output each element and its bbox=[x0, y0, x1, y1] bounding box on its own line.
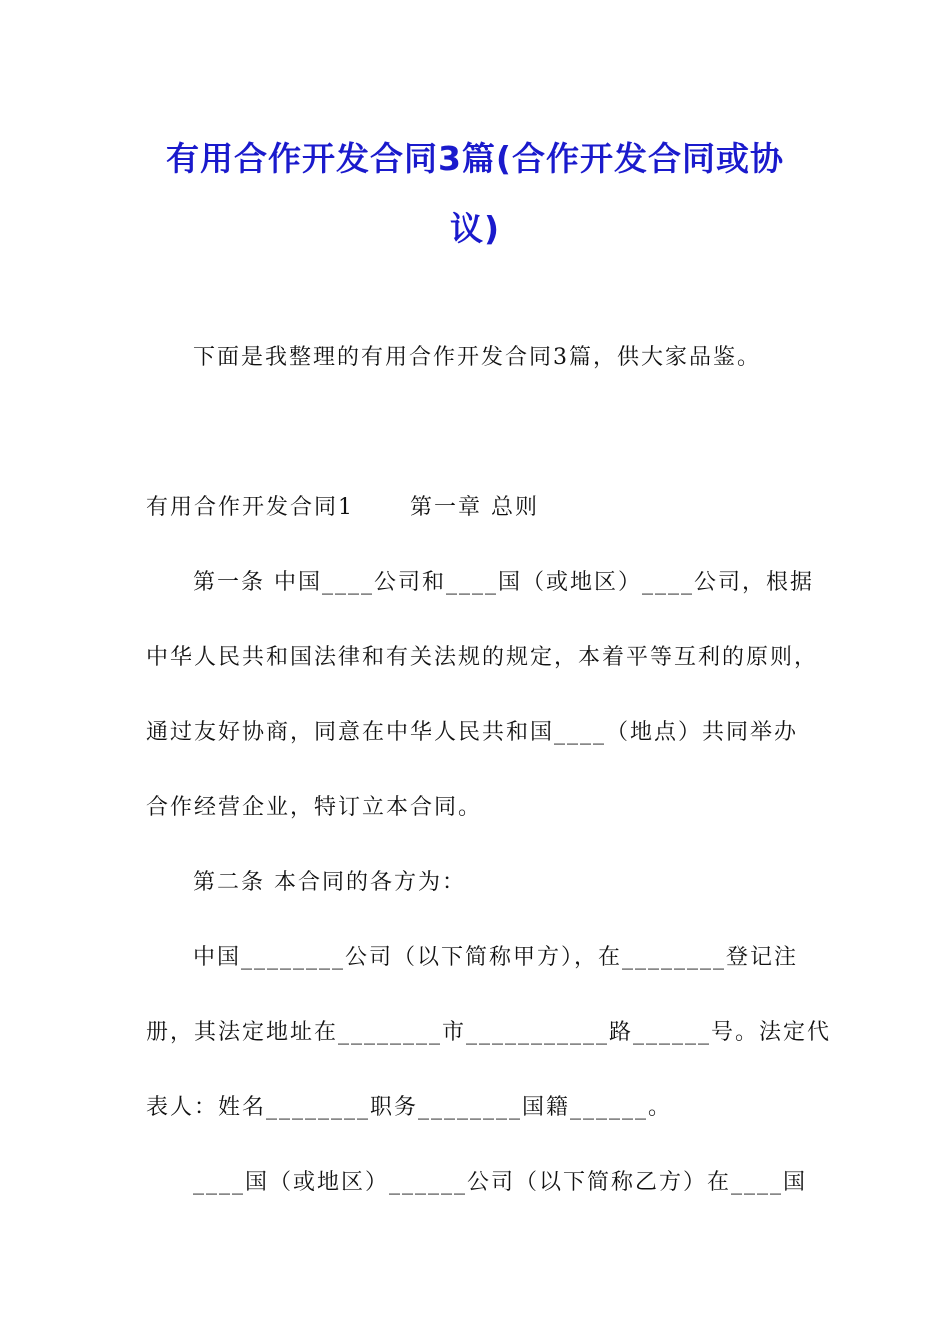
section-heading-name: 有用合作开发合同1 bbox=[146, 495, 354, 520]
chapter-heading: 第一章 总则 bbox=[410, 495, 539, 520]
document-title-line-1: 有用合作开发合同3篇(合作开发合同或协 bbox=[165, 139, 785, 178]
article-2-heading: 第二条 本合同的各方为： bbox=[193, 870, 466, 895]
article-1-line-1: 第一条 中国____公司和____国（或地区）____公司，根据 bbox=[193, 570, 814, 595]
intro-paragraph: 下面是我整理的有用合作开发合同3篇，供大家品鉴。 bbox=[193, 345, 761, 370]
document-title-line-2: 议) bbox=[449, 209, 501, 248]
party-a-line-1: 中国________公司（以下简称甲方），在________登记注 bbox=[193, 945, 799, 970]
article-1-line-3: 通过友好协商，同意在中华人民共和国____（地点）共同举办 bbox=[146, 720, 799, 745]
article-1-line-4: 合作经营企业，特订立本合同。 bbox=[146, 795, 483, 820]
section-heading bbox=[146, 493, 539, 523]
party-b-line-1: ____国（或地区）______公司（以下简称乙方）在____国 bbox=[193, 1170, 808, 1195]
party-a-line-3: 表人：姓名________职务________国籍______。 bbox=[146, 1095, 673, 1120]
article-1-line-2: 中华人民共和国法律和有关法规的规定，本着平等互利的原则， bbox=[146, 645, 819, 670]
party-a-line-2: 册，其法定地址在________市___________路______号。法定代 bbox=[146, 1020, 832, 1045]
